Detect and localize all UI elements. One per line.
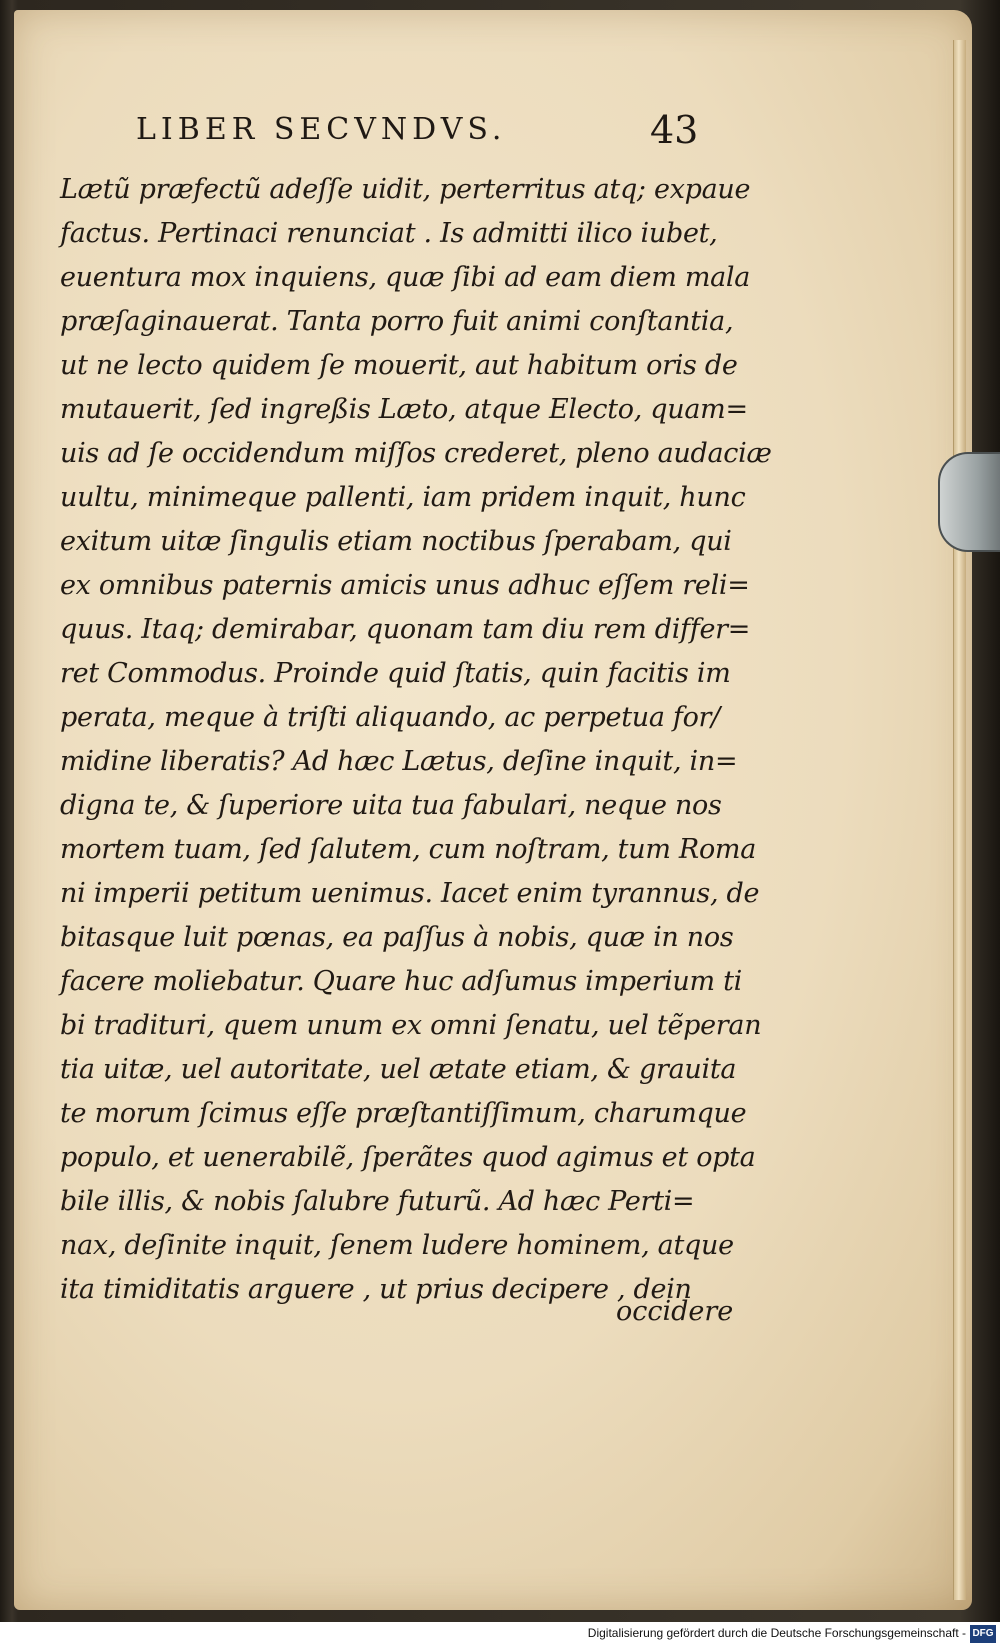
running-head bbox=[0, 108, 1000, 162]
text-line: bile illis, & nobis ſalubre futurũ. Ad hæc Perti= bbox=[60, 1186, 695, 1217]
funding-credit: Digitalisierung gefördert durch die Deutsche Forschungsgemeinschaft - bbox=[587, 1626, 966, 1640]
text-line: nax, deſinite inquit, ſenem ludere hominem, atque bbox=[60, 1230, 734, 1261]
text-line: mutauerit, ſed ingreßis Læto, atque Electo, quam= bbox=[60, 394, 748, 425]
text-line: ut ne lecto quidem ſe mouerit, aut habitum oris de bbox=[60, 350, 738, 381]
dfg-logo: DFG bbox=[970, 1625, 996, 1643]
text-line: bitasque luit pœnas, ea paſſus à nobis, quæ in nos bbox=[60, 922, 734, 953]
text-line: factus. Pertinaci renunciat . Is admitti ilico iubet, bbox=[60, 218, 718, 249]
text-line: midine liberatis? Ad hæc Lætus, deſine inquit, in= bbox=[60, 746, 738, 777]
text-line: ni imperii petitum uenimus. Iacet enim tyrannus, de bbox=[60, 878, 760, 909]
page-number: 43 bbox=[650, 108, 699, 152]
text-line: te morum ſcimus eſſe præſtantiſſimum, charumque bbox=[60, 1098, 747, 1129]
text-line: euentura mox inquiens, quæ ſibi ad eam diem mala bbox=[60, 262, 751, 293]
footer-bar bbox=[0, 1622, 1000, 1648]
text-line: mortem tuam, ſed ſalutem, cum noſtram, tum Roma bbox=[60, 834, 756, 865]
text-line: tia uitæ, uel autoritate, uel ætate etiam, & grauita bbox=[60, 1054, 737, 1085]
text-line: perata, meque à triſti aliquando, ac perpetua for/ bbox=[60, 702, 720, 733]
text-line: facere moliebatur. Quare huc adſumus imperium ti bbox=[60, 966, 742, 997]
text-line: uultu, minimeque pallenti, iam pridem inquit, hunc bbox=[60, 482, 746, 513]
running-head-title: LIBER SECVNDVS. bbox=[136, 112, 507, 147]
text-line: quus. Itaq; demirabar, quonam tam diu rem differ= bbox=[60, 614, 751, 645]
catchword: occidere bbox=[616, 1296, 734, 1327]
text-line: ita timiditatis arguere , ut prius decipere , dein bbox=[60, 1274, 692, 1305]
page-clip bbox=[938, 452, 1000, 552]
text-line: Lætũ præfectũ adeſſe uidit, perterritus atq; expaue bbox=[60, 174, 751, 205]
page-edge bbox=[953, 40, 966, 1600]
body-text bbox=[60, 168, 772, 1312]
text-line: præſaginauerat. Tanta porro fuit animi conſtantia, bbox=[60, 306, 734, 337]
text-line: ret Commodus. Proinde quid ſtatis, quin facitis im bbox=[60, 658, 731, 689]
text-line: bi tradituri, quem unum ex omni ſenatu, uel tẽperan bbox=[60, 1010, 762, 1041]
text-line: ex omnibus paternis amicis unus adhuc eſſem reli= bbox=[60, 570, 750, 601]
text-line: uis ad ſe occidendum miſſos crederet, pleno audaciæ bbox=[60, 438, 772, 469]
text-line: populo, et uenerabilẽ, ſperãtes quod agimus et opta bbox=[60, 1142, 756, 1173]
text-line: digna te, & ſuperiore uita tua fabulari, neque nos bbox=[60, 790, 722, 821]
text-line: exitum uitæ ſingulis etiam noctibus ſperabam, qui bbox=[60, 526, 732, 557]
